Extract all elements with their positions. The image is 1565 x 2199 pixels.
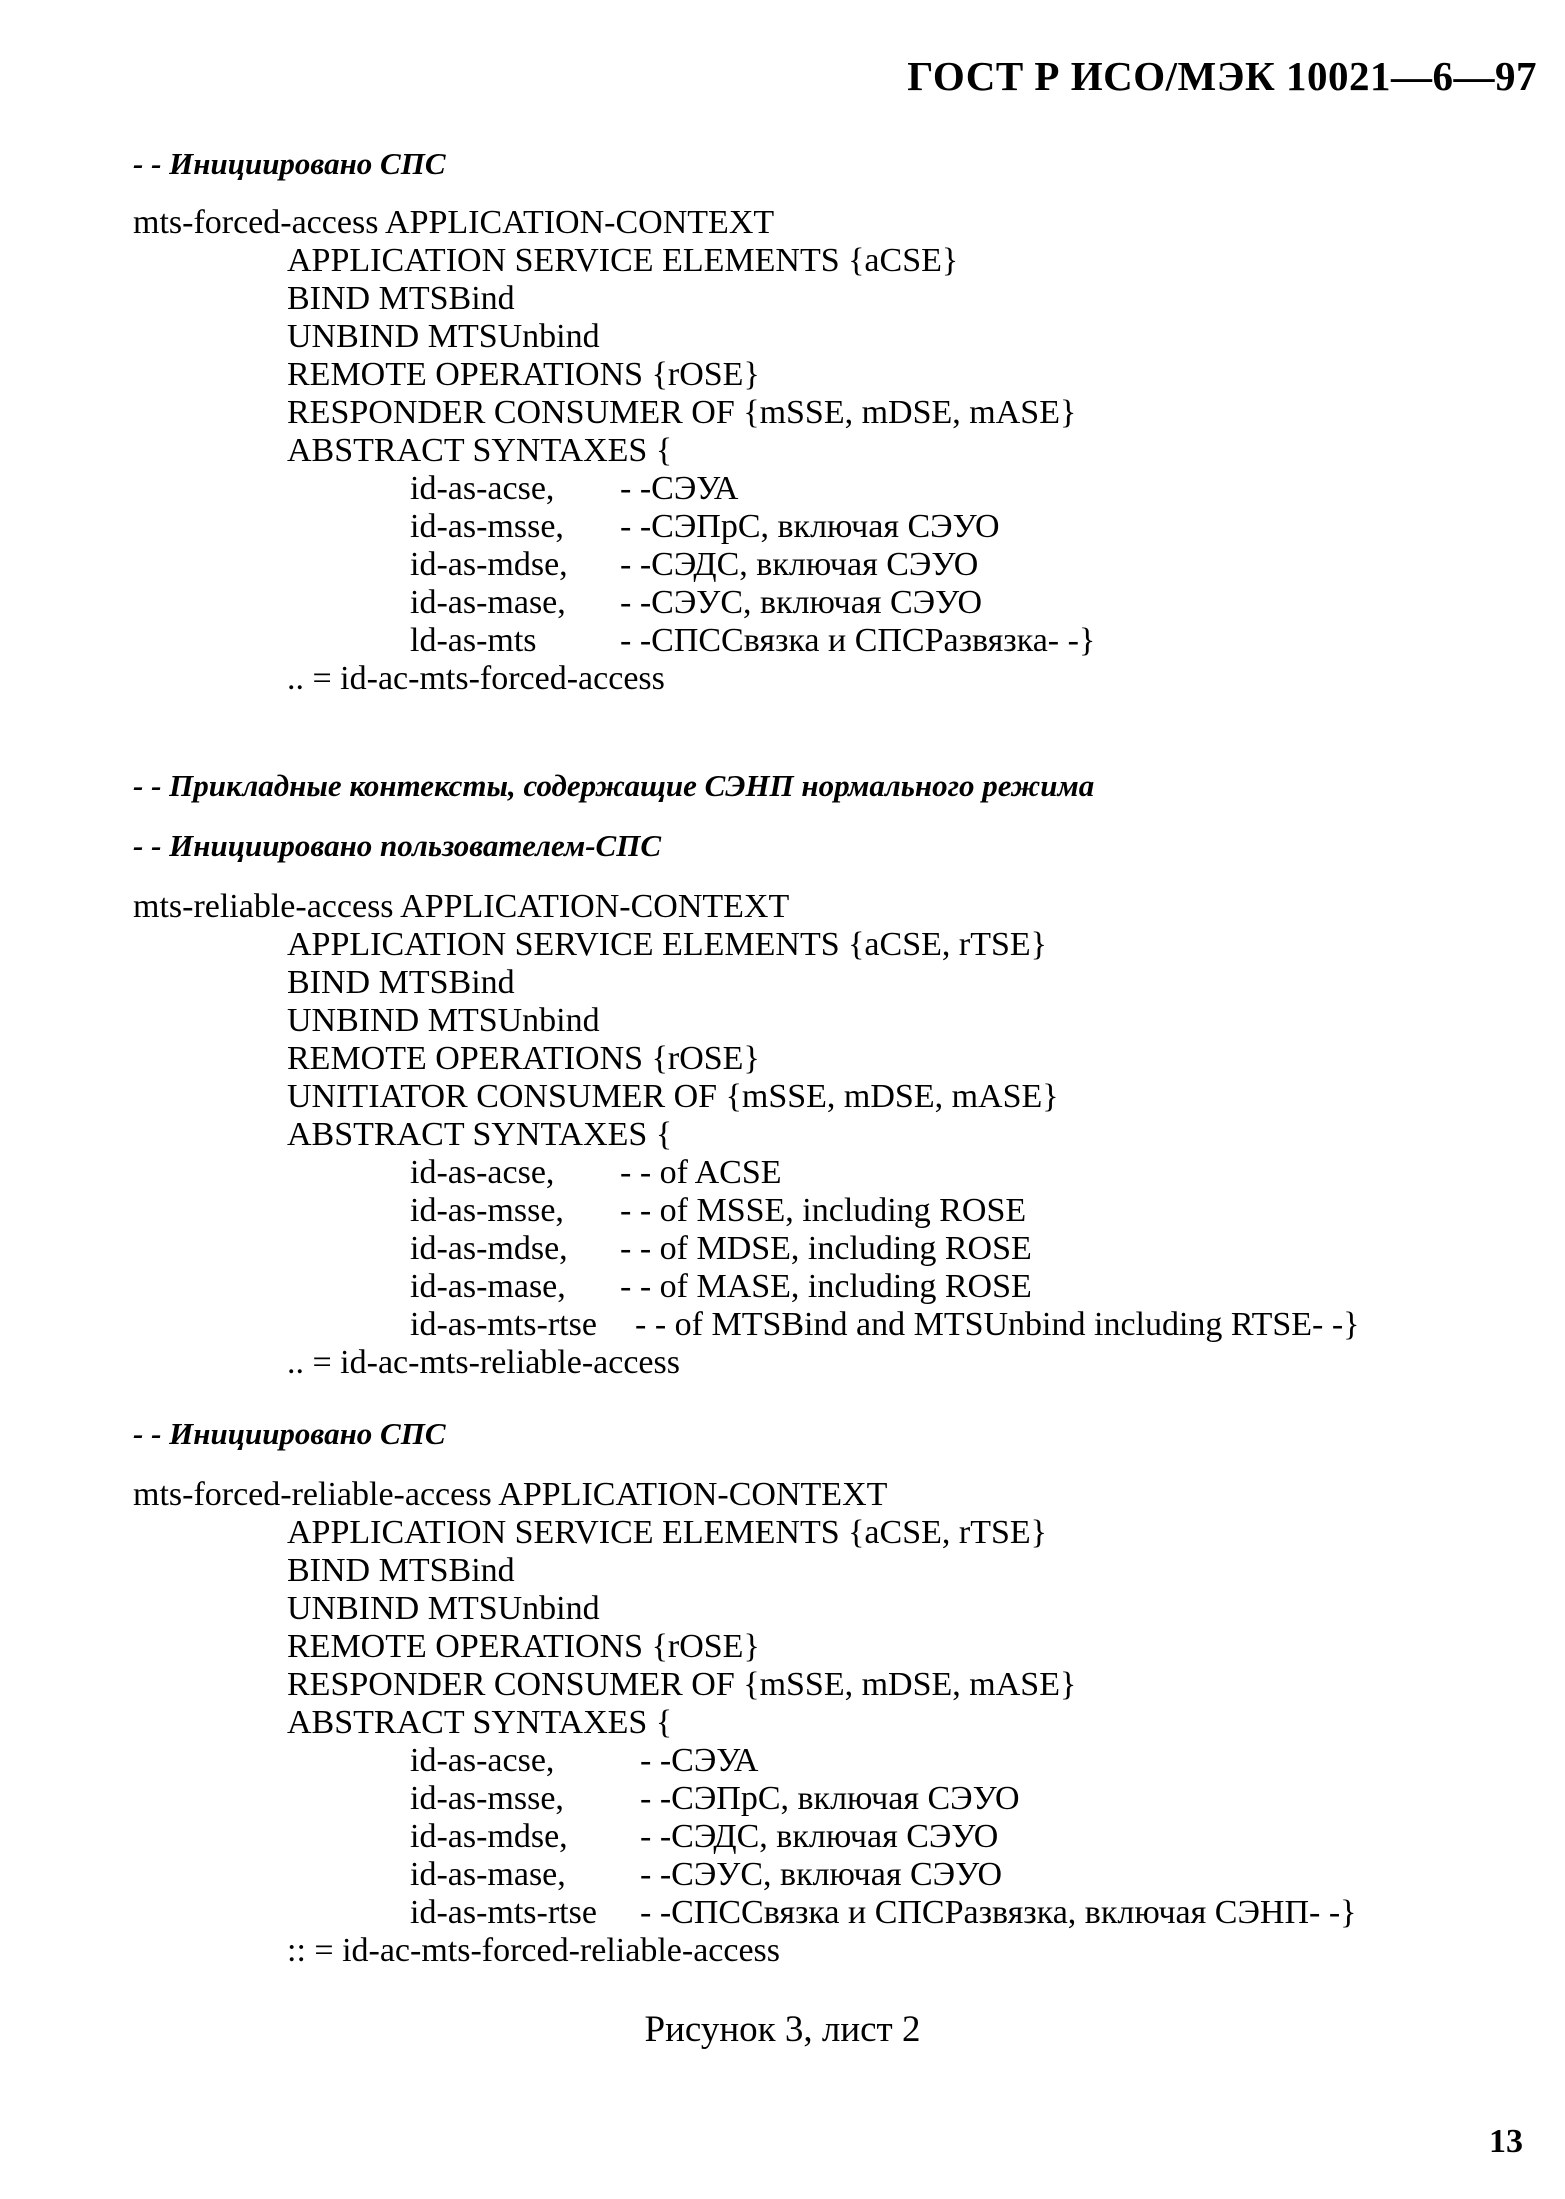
block1-syntax-id-3: id-as-mase, — [410, 584, 566, 621]
block1-comment-text: - - Инициировано СПС — [133, 146, 446, 181]
block1-syntax-id-2: id-as-mdse, — [410, 546, 568, 583]
block3-syntax-id-4: id-as-mts-rtse — [410, 1894, 597, 1931]
block3-comment — [133, 1418, 446, 1449]
figure-caption: Рисунок 3, лист 2 — [644, 2009, 921, 2050]
section-comment — [133, 770, 1094, 801]
block2-line-1: BIND MTSBind — [287, 964, 515, 1001]
block3-syntax-note-3: - -СЭУС, включая СЭУО — [640, 1856, 1003, 1893]
block3-line-1: BIND MTSBind — [287, 1552, 515, 1589]
block3-comment-text: - - Инициировано СПС — [133, 1416, 446, 1451]
block2-line-0: APPLICATION SERVICE ELEMENTS {aCSE, rTSE} — [287, 926, 1047, 963]
block2-line-2: UNBIND MTSUnbind — [287, 1002, 600, 1039]
block1-syntax-note-4: - -СПССвязка и СПСРазвязка- -} — [620, 622, 1096, 659]
block2-name: mts-reliable-access APPLICATION-CONTEXT — [133, 888, 790, 925]
block2-syntax-id-3: id-as-mase, — [410, 1268, 566, 1305]
block2-syntax-note-0: - - of ACSE — [620, 1154, 782, 1191]
block3-syntax-note-1: - -СЭПрС, включая СЭУО — [640, 1780, 1020, 1817]
block1-line-0: APPLICATION SERVICE ELEMENTS {aCSE} — [287, 242, 959, 279]
block1-syntax-note-0: - -СЭУА — [620, 470, 739, 507]
section-comment-text: - - Прикладные контексты, содержащие СЭНП нормального режима — [133, 768, 1095, 803]
block3-line-3: REMOTE OPERATIONS {rOSE} — [287, 1628, 760, 1665]
block3-syntax-id-3: id-as-mase, — [410, 1856, 566, 1893]
block2-syntax-id-0: id-as-acse, — [410, 1154, 555, 1191]
block3-end: :: = id-ac-mts-forced-reliable-access — [287, 1932, 781, 1969]
page-number: 13 — [1489, 2123, 1523, 2160]
block1-syntax-id-4: ld-as-mts — [410, 622, 537, 659]
block1-syntax-note-1: - -СЭПрС, включая СЭУО — [620, 508, 1000, 545]
block2-line-3: REMOTE OPERATIONS {rOSE} — [287, 1040, 760, 1077]
block2-syntax-note-3: - - of MASE, including ROSE — [620, 1268, 1032, 1305]
block3-syntax-note-4: - -СПССвязка и СПСРазвязка, включая СЭНП- -} — [640, 1894, 1357, 1931]
block3-line-2: UNBIND MTSUnbind — [287, 1590, 600, 1627]
block2-line-5: ABSTRACT SYNTAXES { — [287, 1116, 673, 1153]
block3-syntax-note-2: - -СЭДС, включая СЭУО — [640, 1818, 999, 1855]
block2-syntax-id-1: id-as-msse, — [410, 1192, 564, 1229]
block2-line-4: UNITIATOR CONSUMER OF {mSSE, mDSE, mASE} — [287, 1078, 1059, 1115]
block1-syntax-id-0: id-as-acse, — [410, 470, 555, 507]
block1-line-5: ABSTRACT SYNTAXES { — [287, 432, 673, 469]
block3-line-5: ABSTRACT SYNTAXES { — [287, 1704, 673, 1741]
block1-line-4: RESPONDER CONSUMER OF {mSSE, mDSE, mASE} — [287, 394, 1077, 431]
block1-syntax-note-3: - -СЭУС, включая СЭУО — [620, 584, 983, 621]
block3-syntax-note-0: - -СЭУА — [640, 1742, 759, 1779]
block2-syntax-note-1: - - of MSSE, including ROSE — [620, 1192, 1027, 1229]
block3-line-0: APPLICATION SERVICE ELEMENTS {aCSE, rTSE} — [287, 1514, 1047, 1551]
block2-syntax-id-4: id-as-mts-rtse — [410, 1306, 597, 1343]
block1-line-2: UNBIND MTSUnbind — [287, 318, 600, 355]
block3-syntax-id-1: id-as-msse, — [410, 1780, 564, 1817]
block2-syntax-note-4: - - of MTSBind and MTSUnbind including RTSE- -} — [635, 1306, 1360, 1343]
block1-name: mts-forced-access APPLICATION-CONTEXT — [133, 204, 775, 241]
block1-line-3: REMOTE OPERATIONS {rOSE} — [287, 356, 760, 393]
block1-comment — [133, 148, 446, 179]
block1-syntax-id-1: id-as-msse, — [410, 508, 564, 545]
block3-syntax-id-2: id-as-mdse, — [410, 1818, 568, 1855]
block2-syntax-id-2: id-as-mdse, — [410, 1230, 568, 1267]
block1-syntax-note-2: - -СЭДС, включая СЭУО — [620, 546, 979, 583]
block2-comment-text: - - Инициировано пользователем-СПС — [133, 828, 662, 863]
block2-end: .. = id-ac-mts-reliable-access — [287, 1344, 680, 1381]
block3-syntax-id-0: id-as-acse, — [410, 1742, 555, 1779]
document-header: ГОСТ Р ИСО/МЭК 10021—6—97 — [907, 53, 1537, 99]
block3-name: mts-forced-reliable-access APPLICATION-CONTEXT — [133, 1476, 888, 1513]
block2-syntax-note-2: - - of MDSE, including ROSE — [620, 1230, 1032, 1267]
block3-line-4: RESPONDER CONSUMER OF {mSSE, mDSE, mASE} — [287, 1666, 1077, 1703]
block1-end: .. = id-ac-mts-forced-access — [287, 660, 665, 697]
block2-comment — [133, 830, 661, 861]
block1-line-1: BIND MTSBind — [287, 280, 515, 317]
